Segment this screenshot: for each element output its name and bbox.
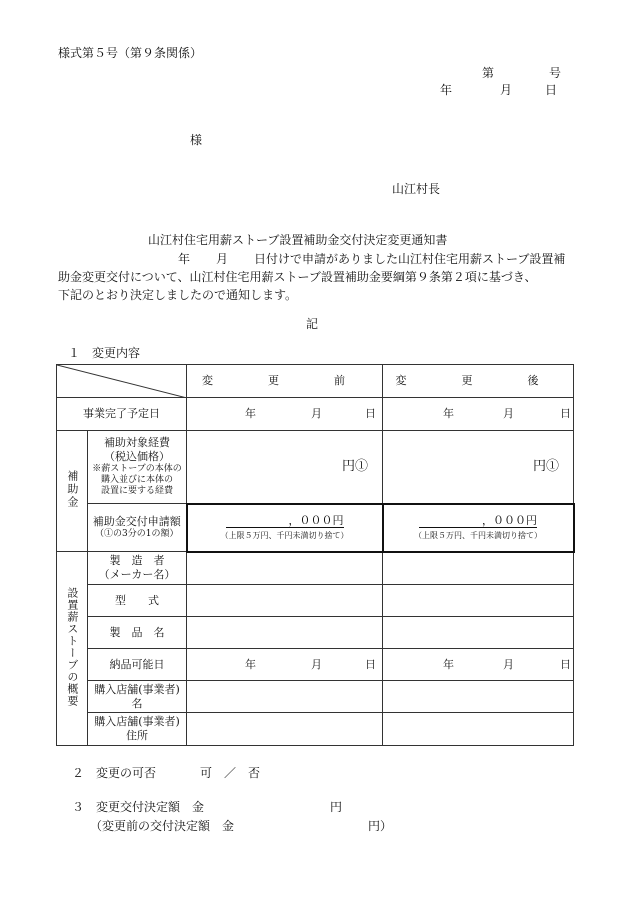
section3-before-label: （変更前の交付決定額 金 [90,819,235,833]
delivery-date-label: 納品可能日 [88,649,187,681]
document-title: 山江村住宅用薪ストーブ設置補助金交付決定変更通知書 [148,233,448,247]
table-row [57,649,574,681]
section2 [72,766,260,780]
issue-date-month: 月 [500,83,513,97]
body-month: 月 [216,252,229,266]
issue-date-day: 日 [545,83,558,97]
store-name-label: 購入店舗(事業者) 名 [88,681,187,713]
table-row [57,617,574,649]
section3-before [90,819,392,833]
model-before [187,585,383,617]
body-year: 年 [178,252,191,266]
section3-before-yen: 円） [368,819,393,833]
store-name-after [383,681,574,713]
section2-label: ２ 変更の可否 [72,766,157,780]
addressee: 様 [190,133,203,147]
completion-date-label: 事業完了予定日 [57,398,187,431]
col-after-header: 変 更 後 [383,365,574,398]
group-stove-label: 設置薪ストーブの概要 [57,552,88,746]
sender: 山江村長 [392,182,441,196]
delivery-date-after: 年 月 日 [383,649,574,681]
body-line3: 下記のとおり決定しましたので通知します。 [58,288,298,302]
table-row [57,681,574,713]
maker-label: 製 造 者 （メーカー名） [88,552,187,585]
table-row [57,431,574,504]
store-address-after [383,713,574,746]
table-row [57,504,574,552]
body-line2: 助金変更交付について、山江村住宅用薪ストーブ設置補助金要綱第９条第２項に基づき、 [58,270,537,284]
completion-date-after: 年 月 日 [383,398,574,431]
issue-date-year: 年 [440,83,453,97]
product-name-after [383,617,574,649]
table-header-row [57,365,574,398]
body-line1: 日付けで申請がありました山江村住宅用薪ストーブ設置補 [254,252,566,266]
product-name-label: 製 品 名 [88,617,187,649]
store-name-before [187,681,383,713]
diagonal-cell [57,365,187,398]
store-address-before [187,713,383,746]
section2-options: 可 ／ 否 [200,766,261,780]
model-label: 型 式 [88,585,187,617]
request-amount-after: ，０００円 （上限５万円、千円未満切り捨て） [383,504,574,552]
request-amount-label: 補助金交付申請額 （①の3分の1の額） [88,504,187,552]
maker-after [383,552,574,585]
change-table [56,364,575,746]
request-amount-before: ，０００円 （上限５万円、千円未満切り捨て） [187,504,383,552]
delivery-date-before: 年 月 日 [187,649,383,681]
section1-label: １ 変更内容 [68,346,141,360]
diagonal-line [57,365,187,398]
table-row [57,552,574,585]
ki-marker: 記 [306,317,319,331]
completion-date-before: 年 月 日 [187,398,383,431]
product-name-before [187,617,383,649]
section3 [72,800,342,814]
body-text [58,250,588,304]
section3-yen: 円 [330,800,343,814]
maker-before [187,552,383,585]
target-cost-before: 円① [187,431,383,504]
table-row [57,585,574,617]
store-address-label: 購入店舗(事業者) 住所 [88,713,187,746]
issue-date [440,83,557,97]
section3-label: ３ 変更交付決定額 金 [72,800,205,814]
document-number-suffix: 号 [549,66,562,80]
form-number: 様式第５号（第９条関係） [58,46,203,60]
col-before-header: 変 更 前 [187,365,383,398]
model-after [383,585,574,617]
target-cost-after: 円① [383,431,574,504]
group-subsidy-label: 補助金 [57,431,88,552]
document-number-prefix: 第 [482,66,495,80]
table-row [57,398,574,431]
table-row [57,713,574,746]
target-cost-label: 補助対象経費 （税込価格） ※薪ストーブの本体の 購入並びに本体の 設置に要する経費 [88,431,187,504]
